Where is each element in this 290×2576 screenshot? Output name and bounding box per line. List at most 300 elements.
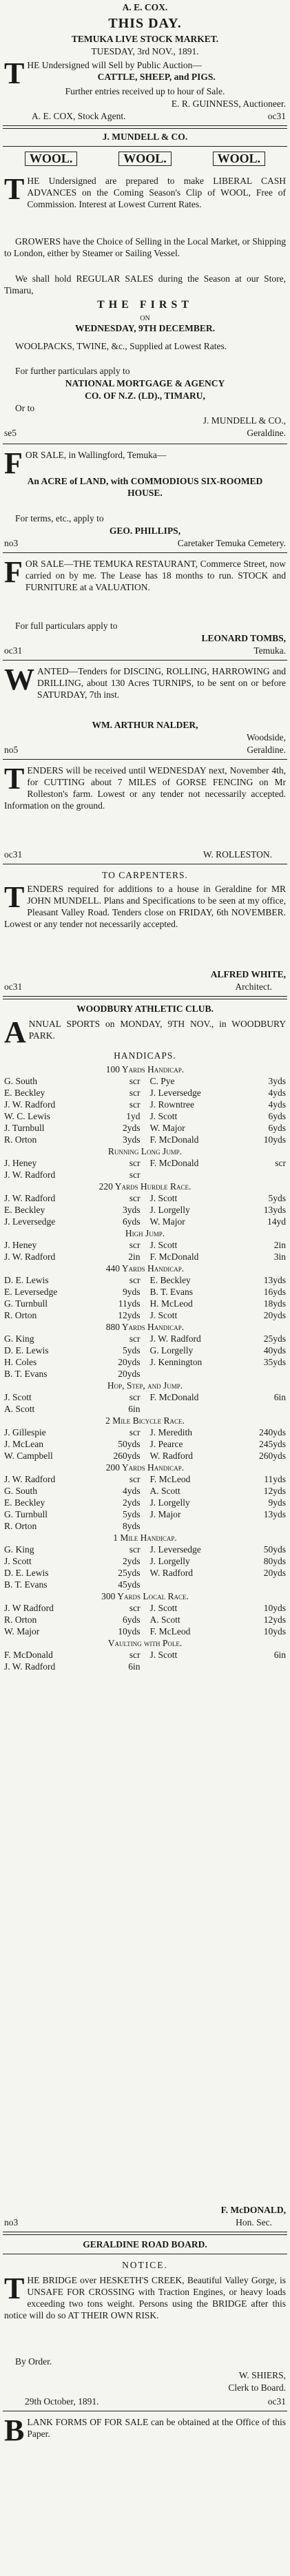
handicap-row: [4, 1579, 286, 1590]
handicap-section-title: Vaulting with Pole.: [107, 1638, 183, 1648]
handicap-value: 8yds: [122, 1521, 141, 1531]
restaurant-footer: [4, 645, 286, 656]
handicap-entry: [4, 1344, 141, 1356]
mundell-p4: WOOLPACKS, TWINE, &c., Supplied at Lowest Rates.: [15, 341, 227, 351]
competitor-name: J. Scott: [149, 1603, 178, 1613]
handicap-value: scr: [129, 1275, 141, 1285]
cox-footer: [4, 110, 286, 122]
competitor-name: J. Gillespie: [4, 1427, 46, 1437]
divider: [3, 759, 287, 760]
handicap-row: [4, 1286, 286, 1298]
handicap-value: 35yds: [263, 1357, 286, 1367]
handicap-row: [4, 1134, 286, 1145]
competitor-name: R. Orton: [4, 1521, 37, 1531]
handicap-row: [4, 1544, 286, 1555]
handicap-value: 5yds: [268, 1193, 286, 1203]
mundell-code: se5: [4, 428, 17, 438]
wool-2: WOOL.: [118, 152, 172, 166]
handicap-entry: [4, 1274, 141, 1286]
divider: [3, 660, 287, 661]
handicap-value: 4yds: [122, 1486, 141, 1496]
handicap-value: 12yds: [263, 1486, 286, 1496]
restaurant-place: Temuka.: [253, 645, 286, 656]
wool-banner: [4, 152, 286, 166]
rolleston-footer: [4, 849, 286, 860]
dropcap: T: [4, 880, 25, 914]
competitor-name: F. McLeod: [149, 1626, 191, 1637]
handicap-row: [4, 1391, 286, 1403]
rolleston-name: W. ROLLESTON.: [203, 849, 272, 860]
handicap-entry: [150, 1344, 287, 1356]
handicap-value: 20yds: [263, 1568, 286, 1578]
handicap-entry: [4, 1192, 141, 1204]
wallingford-title: OR SALE, in Wallingford, Temuka—: [25, 450, 167, 460]
handicap-value: 2yds: [122, 1123, 141, 1133]
handicap-value: 3yds: [268, 1076, 286, 1086]
competitor-name: J. Kennington: [149, 1357, 203, 1367]
handicap-value: 5yds: [122, 1509, 141, 1519]
competitor-name: J. W. Radford: [4, 1474, 56, 1484]
handicap-entry: [150, 1450, 287, 1462]
handicap-entry: [150, 1216, 287, 1227]
handicap-section-title: Hop, Step, and Jump.: [107, 1380, 183, 1391]
competitor-name: R. Orton: [4, 1134, 37, 1145]
handicap-row: [4, 1122, 286, 1134]
competitor-name: W. Radford: [149, 1568, 193, 1578]
dropcap: F: [4, 446, 23, 480]
handicap-value: 9yds: [122, 1287, 141, 1297]
restaurant-ad: [4, 555, 286, 593]
competitor-name: G. South: [4, 1076, 38, 1086]
handicap-row: [4, 1333, 286, 1344]
handicap-section-title: 200 Yards Handicap.: [105, 1462, 185, 1473]
competitor-name: J. Lorgelly: [149, 1556, 190, 1566]
handicap-row: [4, 1298, 286, 1309]
dropcap: F: [4, 555, 23, 589]
handicap-value: 25yds: [263, 1333, 286, 1344]
handicap-entry: [150, 1438, 287, 1450]
handicap-value: scr: [129, 1158, 141, 1168]
mundell-p5: For further particulars apply to: [15, 366, 130, 376]
competitor-name: B. T. Evans: [4, 1579, 48, 1590]
mundell-on: ON: [140, 315, 150, 322]
restaurant-p2: For full particulars apply to: [15, 621, 118, 631]
handicap-row: [4, 1555, 286, 1567]
competitor-name: J. Major: [149, 1509, 181, 1519]
competitor-name: J. W. Radford: [4, 1661, 56, 1672]
mundell-place: Geraldine.: [247, 428, 286, 438]
handicap-entry: [4, 1438, 141, 1450]
handicap-value: 14yd: [267, 1216, 286, 1227]
handicap-entry: [150, 1368, 287, 1380]
divider: [3, 996, 287, 999]
cox-title: THIS DAY.: [108, 16, 182, 31]
wallingford-code: no3: [4, 538, 19, 548]
handicap-entry: [4, 1485, 141, 1497]
competitor-name: W. Major: [149, 1123, 185, 1133]
competitor-name: D. E. Lewis: [4, 1345, 49, 1355]
divider: [3, 552, 287, 553]
competitor-name: W. Major: [4, 1626, 40, 1637]
handicap-entry: [4, 1625, 141, 1637]
handicap-entry: [4, 1602, 141, 1614]
competitor-name: J. Heney: [4, 1158, 37, 1168]
competitor-name: C. Pye: [149, 1076, 175, 1086]
competitor-name: J. Rowntree: [149, 1099, 194, 1110]
handicap-value: 6yds: [122, 1614, 141, 1625]
handicap-value: 10yds: [263, 1626, 286, 1637]
handicap-value: scr: [129, 1099, 141, 1110]
nalder-name: WM. ARTHUR NALDER,: [92, 720, 198, 730]
handicap-entry: [150, 1508, 287, 1520]
competitor-name: J. McLean: [4, 1439, 43, 1449]
competitor-name: E. Beckley: [149, 1275, 191, 1285]
rolleston-p1: ENDERS will be received until WEDNESDAY next, November 4th, for CUTTING about 7 MILES of GORSE FENCING on Mr Rolleston's farm. Lowest or any tender not necessarily accepted. Information on the ground.: [4, 765, 286, 811]
handicap-value: scr: [129, 1474, 141, 1484]
competitor-name: J. Scott: [4, 1556, 32, 1566]
dropcap: T: [4, 2272, 25, 2305]
handicap-entry: [4, 1508, 141, 1520]
wallingford-p2: For terms, etc., apply to: [15, 513, 104, 523]
nalder-code: no5: [4, 745, 19, 755]
handicap-entry: [150, 1110, 287, 1122]
handicap-entry: [4, 1157, 141, 1169]
competitor-name: F. McLeod: [149, 1474, 191, 1484]
handicap-value: 1yd: [126, 1111, 141, 1121]
handicap-entry: [4, 1239, 141, 1251]
cox-goods: CATTLE, SHEEP, and PIGS.: [97, 72, 216, 82]
handicap-entry: [4, 1368, 141, 1380]
handicap-value: 2yds: [122, 1497, 141, 1508]
handicap-entry: [4, 1356, 141, 1368]
carpenters-code: oc31: [4, 981, 23, 992]
cox-code: oc31: [267, 111, 286, 121]
board-code: oc31: [267, 2396, 286, 2407]
competitor-name: D. E. Lewis: [4, 1568, 49, 1578]
board-header: GERALDINE ROAD BOARD.: [83, 2239, 207, 2250]
nalder-addr1: Woodside,: [246, 732, 286, 742]
handicap-entry: [4, 1649, 141, 1661]
competitor-name: H. Coles: [4, 1357, 37, 1367]
handicap-value: scr: [129, 1076, 141, 1086]
competitor-name: J. Scott: [149, 1650, 178, 1660]
handicap-value: 11yds: [264, 1474, 286, 1484]
handicap-value: 260yds: [113, 1451, 141, 1461]
cox-auctioneer: E. R. GUINNESS, Auctioneer.: [171, 98, 286, 109]
competitor-name: A. Scott: [4, 1404, 35, 1414]
handicap-row: [4, 1485, 286, 1497]
carpenters-ad: [4, 880, 286, 930]
handicap-value: 6in: [128, 1404, 141, 1414]
handicap-value: 260yds: [258, 1451, 286, 1461]
handicap-entry: [4, 1122, 141, 1134]
handicap-value: 45yds: [118, 1579, 141, 1590]
board-role: Clerk to Board.: [228, 2382, 286, 2393]
handicap-value: 40yds: [263, 1345, 286, 1355]
handicap-entry: [150, 1251, 287, 1263]
wool-1: WOOL.: [25, 152, 78, 166]
handicap-entry: [150, 1309, 287, 1321]
mundell-agency2: CO. OF N.Z. (LD)., TIMARU,: [85, 391, 205, 401]
competitor-name: G. Lorgelly: [149, 1345, 194, 1355]
handicap-section-title: 100 Yards Handicap.: [105, 1064, 185, 1074]
handicap-section-title: High Jump.: [125, 1228, 165, 1238]
competitor-name: J. W. Radford: [4, 1193, 56, 1203]
competitor-name: J. Scott: [149, 1240, 178, 1250]
handicap-entry: [150, 1426, 287, 1438]
competitor-name: J. Turnbull: [4, 1123, 45, 1133]
nalder-addr2: Geraldine.: [247, 745, 286, 755]
carpenters-title: TO CARPENTERS.: [102, 870, 188, 880]
carpenters-p1: ENDERS required for additions to a house in Geraldine for MR JOHN MUNDELL. Plans and Specifications to be seen at my office, Pleasant Valley Road. Tenders close on FRIDAY, 6th NOVEMBER. Lowest or any tender not necessarily accepted.: [4, 884, 286, 929]
wallingford-role: Caretaker Temuka Cemetery.: [177, 538, 286, 548]
handicap-entry: [4, 1520, 141, 1532]
handicap-entry: [150, 1661, 287, 1672]
forms-p1: LANK FORMS OF FOR SALE can be obtained at the Office of this Paper.: [27, 2417, 286, 2439]
handicap-row: [4, 1661, 286, 1672]
handicap-entry: [4, 1544, 141, 1555]
handicap-entry: [150, 1169, 287, 1181]
handicap-section-title: 2 Mile Bicycle Race.: [105, 1415, 185, 1426]
handicap-row: [4, 1602, 286, 1614]
handicap-entry: [150, 1579, 287, 1590]
competitor-name: J. Heney: [4, 1240, 37, 1250]
competitor-name: F. McDonald: [149, 1134, 199, 1145]
handicap-row: [4, 1426, 286, 1438]
divider: [3, 2232, 287, 2235]
handicap-value: 6in: [273, 1650, 286, 1660]
competitor-name: W. Campbell: [4, 1451, 53, 1461]
handicap-value: 50yds: [118, 1439, 141, 1449]
forms-ad: [4, 2413, 286, 2447]
competitor-name: J. W Radford: [4, 1603, 54, 1613]
athletic-p1: NNUAL SPORTS on MONDAY, 9TH NOV., in WOODBURY PARK.: [28, 1019, 286, 1041]
handicap-row: [4, 1075, 286, 1087]
competitor-name: J. Scott: [4, 1392, 32, 1402]
board-by: By Order.: [15, 2356, 52, 2367]
athletic-header: WOODBURY ATHLETIC CLUB.: [76, 1004, 214, 1014]
handicap-value: 16yds: [263, 1287, 286, 1297]
handicap-row: [4, 1614, 286, 1625]
handicap-value: 240yds: [258, 1427, 286, 1437]
competitor-name: F. McDonald: [4, 1650, 53, 1660]
handicap-entry: [4, 1333, 141, 1344]
handicap-value: scr: [275, 1158, 286, 1168]
competitor-name: G. King: [4, 1544, 34, 1555]
handicap-entry: [4, 1087, 141, 1099]
athletic-intro: [4, 1015, 286, 1049]
competitor-name: D. E. Lewis: [4, 1275, 49, 1285]
handicap-section-title: 1 Mile Handicap.: [113, 1533, 177, 1543]
handicap-entry: [150, 1134, 287, 1145]
handicap-value: 50yds: [263, 1544, 286, 1555]
handicap-entry: [150, 1614, 287, 1625]
competitor-name: J. Pearce: [149, 1439, 183, 1449]
handicap-row: [4, 1625, 286, 1637]
handicap-value: 10yds: [263, 1134, 286, 1145]
competitor-name: G. South: [4, 1486, 38, 1496]
competitor-name: F. McDonald: [149, 1251, 199, 1262]
handicap-entry: [150, 1122, 287, 1134]
competitor-name: A. Scott: [149, 1486, 180, 1496]
handicap-entry: [4, 1426, 141, 1438]
competitor-name: J. Lorgelly: [149, 1497, 190, 1508]
handicap-value: 3in: [273, 1251, 286, 1262]
athletic-sig: F. McDONALD,: [220, 2205, 286, 2215]
handicap-entry: [150, 1192, 287, 1204]
handicap-value: 4yds: [268, 1099, 286, 1110]
competitor-name: G. Turnbull: [4, 1509, 48, 1519]
handicap-row: [4, 1438, 286, 1450]
carpenters-name: ALFRED WHITE,: [210, 969, 286, 979]
nalder-footer: [4, 744, 286, 756]
competitor-name: W. Major: [149, 1216, 185, 1227]
competitor-name: J. Leversedge: [4, 1216, 56, 1227]
athletic-code: no3: [4, 2217, 19, 2227]
competitor-name: B. T. Evans: [4, 1369, 48, 1379]
restaurant-code: oc31: [4, 645, 23, 656]
handicap-value: 80yds: [263, 1556, 286, 1566]
competitor-name: B. T. Evans: [149, 1287, 193, 1297]
dropcap: T: [4, 762, 25, 796]
handicap-entry: [150, 1075, 287, 1087]
handicap-entry: [4, 1579, 141, 1590]
handicap-value: 6in: [128, 1661, 141, 1672]
handicap-value: 4yds: [268, 1088, 286, 1098]
handicap-value: scr: [129, 1544, 141, 1555]
mundell-or: Or to: [15, 403, 35, 413]
handicap-entry: [4, 1204, 141, 1216]
handicap-entry: [150, 1625, 287, 1637]
handicap-value: scr: [129, 1193, 141, 1203]
athletic-footer: [4, 2216, 286, 2228]
handicap-row: [4, 1450, 286, 1462]
competitor-name: J. Scott: [149, 1111, 178, 1121]
handicap-value: 2yds: [122, 1556, 141, 1566]
board-ad: [4, 2274, 286, 2321]
competitor-name: J. Lorgelly: [149, 1205, 190, 1215]
cox-market: TEMUKA LIVE STOCK MARKET.: [71, 34, 219, 44]
handicap-entry: [4, 1309, 141, 1321]
handicap-row: [4, 1192, 286, 1204]
handicap-entry: [150, 1555, 287, 1567]
handicap-value: 6in: [273, 1392, 286, 1402]
cox-further: Further entries received up to hour of Sale.: [65, 86, 225, 96]
handicap-value: 245yds: [258, 1439, 286, 1449]
carpenters-footer: [4, 981, 286, 993]
handicap-value: 10yds: [118, 1626, 141, 1637]
handicap-entry: [150, 1649, 287, 1661]
handicap-entry: [150, 1356, 287, 1368]
dropcap: W: [4, 663, 34, 696]
handicap-value: scr: [129, 1240, 141, 1250]
handicap-section-title: 220 Yards Hurdle Race.: [99, 1181, 191, 1192]
handicap-value: 12yds: [263, 1614, 286, 1625]
handicap-entry: [4, 1099, 141, 1110]
handicap-row: [4, 1508, 286, 1520]
competitor-name: R. Orton: [4, 1310, 37, 1320]
handicap-value: 9yds: [268, 1497, 286, 1508]
competitor-name: G. King: [4, 1333, 34, 1344]
divider: [3, 146, 287, 147]
competitor-name: G. Turnbull: [4, 1298, 48, 1309]
dropcap: A: [4, 1015, 26, 1049]
handicap-row: [4, 1356, 286, 1368]
handicap-section-title: 300 Yards Local Race.: [101, 1591, 189, 1601]
handicap-value: 5yds: [122, 1345, 141, 1355]
board-p1: HE BRIDGE over HESKETH'S CREEK, Beautiful Valley Gorge, is UNSAFE FOR CROSSING with Traction Engines, or heavy loads exceeding two tons weight. Persons using the BRIDGE after this notice will do so AT THEIR OWN RISK.: [4, 2275, 286, 2320]
nalder-ad: [4, 665, 286, 700]
handicap-row: [4, 1169, 286, 1181]
competitor-name: J. W. Radford: [4, 1099, 56, 1110]
cox-body-text: HE Undersigned will Sell by Public Auction—: [27, 60, 202, 70]
cox-header: A. E. COX.: [122, 2, 168, 12]
handicap-row: [4, 1309, 286, 1321]
handicap-entry: [150, 1274, 287, 1286]
handicap-row: [4, 1087, 286, 1099]
handicap-entry: [150, 1087, 287, 1099]
mundell-footer: [4, 427, 286, 439]
wool-3: WOOL.: [213, 152, 266, 166]
competitor-name: A. Scott: [149, 1614, 180, 1625]
wallingford-p1: An ACRE of LAND, with COMMODIOUS SIX-ROOMED HOUSE.: [27, 476, 263, 498]
handicap-entry: [4, 1134, 141, 1145]
athletic-role: Hon. Sec.: [236, 2217, 272, 2227]
handicap-entry: [4, 1661, 141, 1672]
handicap-row: [4, 1403, 286, 1415]
handicap-section-title: 880 Yards Handicap.: [105, 1322, 185, 1332]
mundell-body: [4, 172, 286, 210]
handicap-value: 11yds: [118, 1298, 141, 1309]
handicap-entry: [4, 1110, 141, 1122]
handicap-value: 2in: [273, 1240, 286, 1250]
dropcap: B: [4, 2413, 25, 2447]
handicap-row: [4, 1274, 286, 1286]
handicap-entry: [150, 1485, 287, 1497]
carpenters-role: Architect.: [235, 981, 272, 992]
mundell-date: WEDNESDAY, 9TH DECEMBER.: [74, 323, 216, 333]
competitor-name: F. McDonald: [149, 1392, 199, 1402]
competitor-name: J. Leversedge: [149, 1088, 201, 1098]
competitor-name: W. C. Lewis: [4, 1111, 50, 1121]
dropcap: T: [4, 56, 25, 90]
handicap-entry: [150, 1099, 287, 1110]
handicap-value: 6yds: [268, 1123, 286, 1133]
cox-agent: A. E. COX, Stock Agent.: [32, 111, 126, 121]
handicap-row: [4, 1368, 286, 1380]
handicap-entry: [4, 1251, 141, 1263]
mundell-sig: J. MUNDELL & CO.,: [203, 415, 286, 426]
handicap-row: [4, 1649, 286, 1661]
competitor-name: J. Leversedge: [149, 1544, 201, 1555]
handicap-row: [4, 1344, 286, 1356]
handicap-entry: [4, 1403, 141, 1415]
competitor-name: J. Scott: [149, 1310, 178, 1320]
competitor-name: E. Leversedge: [4, 1287, 58, 1297]
board-name: W. SHIERS,: [238, 2370, 286, 2380]
handicap-entry: [150, 1286, 287, 1298]
handicap-row: [4, 1520, 286, 1532]
handicap-row: [4, 1251, 286, 1263]
handicap-entry: [4, 1169, 141, 1181]
handicap-row: [4, 1157, 286, 1169]
handicap-entry: [150, 1602, 287, 1614]
handicap-entry: [4, 1614, 141, 1625]
handicap-entry: [150, 1567, 287, 1579]
handicap-entry: [150, 1157, 287, 1169]
competitor-name: H. McLeod: [149, 1298, 193, 1309]
handicap-row: [4, 1216, 286, 1227]
